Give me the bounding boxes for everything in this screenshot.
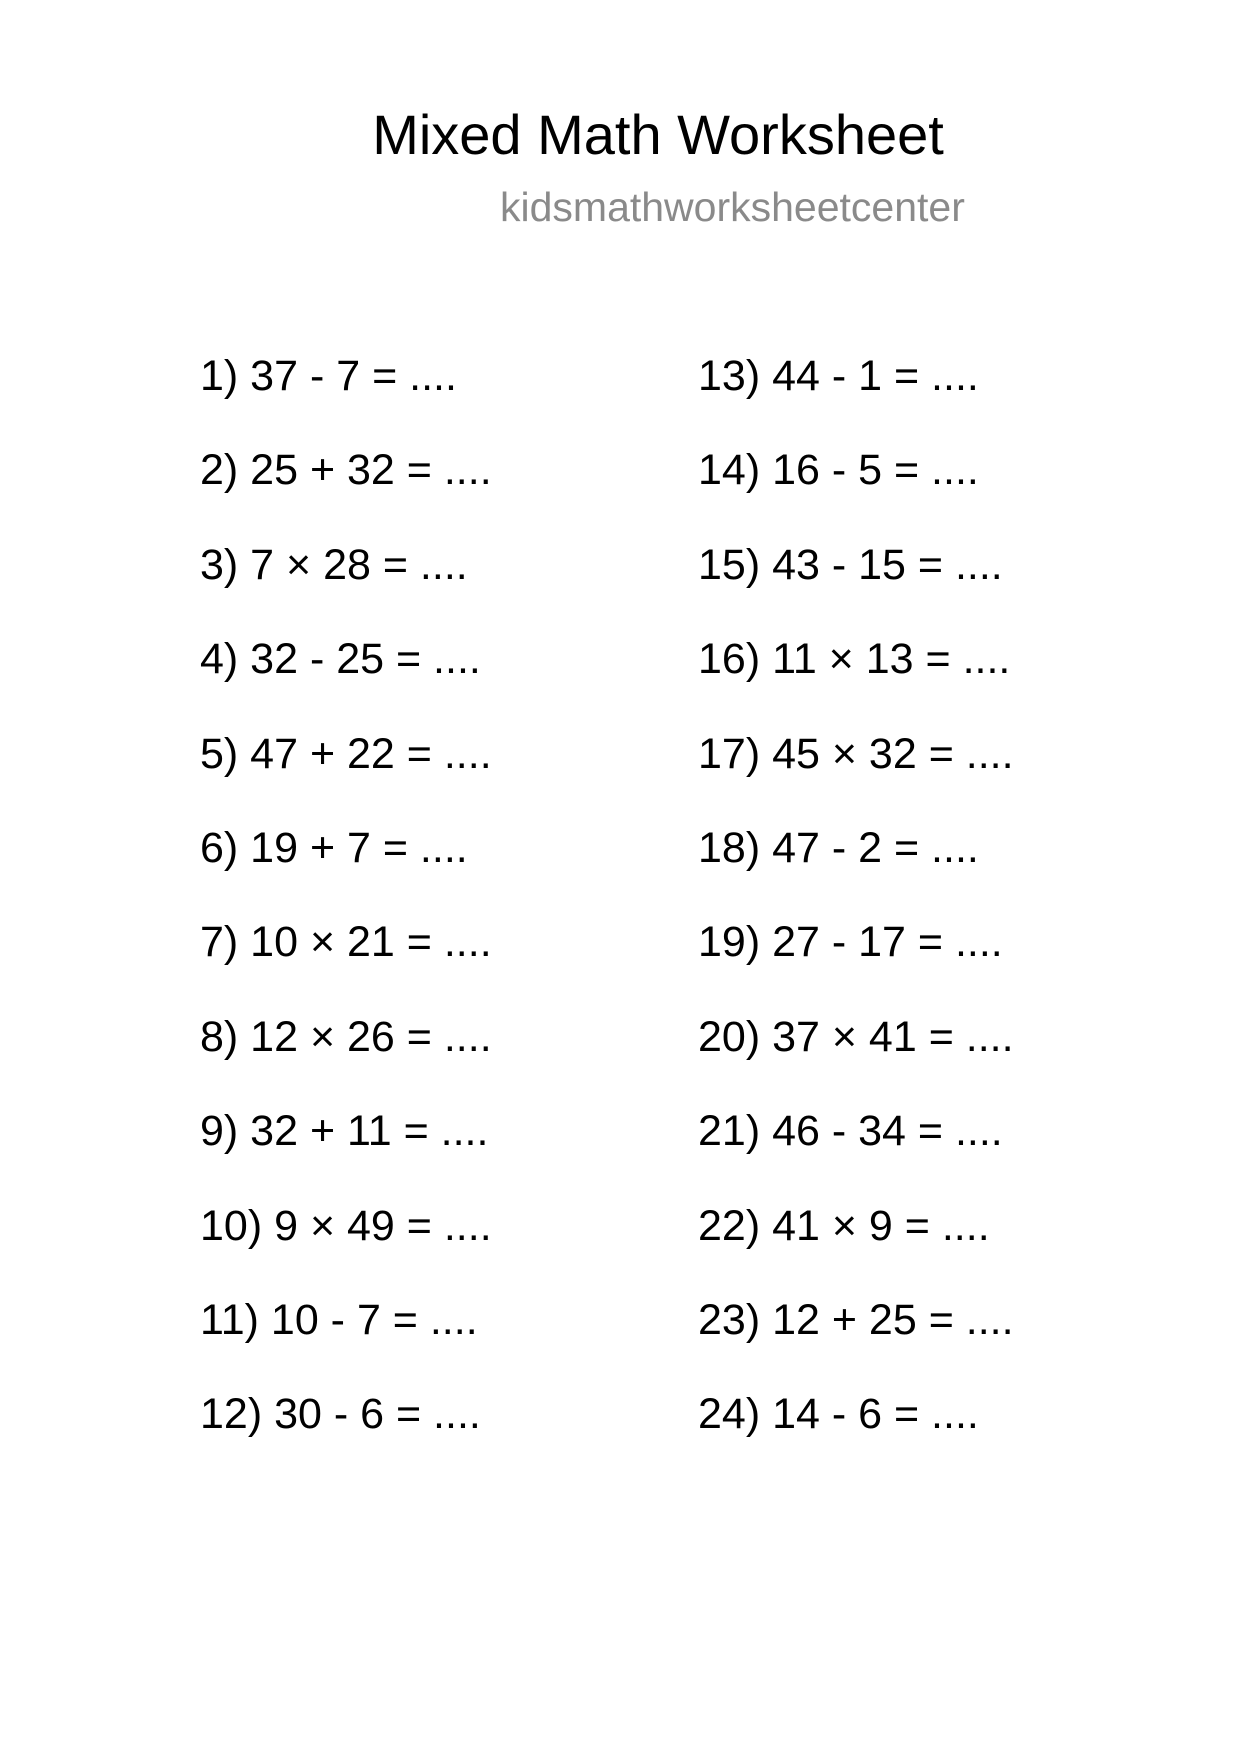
problem-20: 20) 37 × 41 = .... (698, 1012, 1014, 1061)
problem-10: 10) 9 × 49 = .... (200, 1201, 492, 1250)
problem-23: 23) 12 + 25 = .... (698, 1295, 1014, 1344)
problem-column-left (200, 352, 492, 1485)
problem-17: 17) 45 × 32 = .... (698, 729, 1014, 778)
problem-3: 3) 7 × 28 = .... (200, 540, 468, 589)
problem-19: 19) 27 - 17 = .... (698, 918, 1003, 967)
problem-16: 16) 11 × 13 = .... (698, 635, 1011, 684)
problem-5: 5) 47 + 22 = .... (200, 729, 492, 778)
problem-15: 15) 43 - 15 = .... (698, 540, 1003, 589)
site-name: kidsmathworksheetcenter (500, 184, 965, 230)
problem-14: 14) 16 - 5 = .... (698, 446, 979, 495)
problem-7: 7) 10 × 21 = .... (200, 918, 492, 967)
problem-9: 9) 32 + 11 = .... (200, 1107, 489, 1156)
problem-18: 18) 47 - 2 = .... (698, 823, 979, 872)
problem-22: 22) 41 × 9 = .... (698, 1201, 990, 1250)
problem-12: 12) 30 - 6 = .... (200, 1390, 481, 1439)
problem-24: 24) 14 - 6 = .... (698, 1390, 979, 1439)
page-title: Mixed Math Worksheet (372, 103, 944, 166)
problem-21: 21) 46 - 34 = .... (698, 1107, 1003, 1156)
problem-8: 8) 12 × 26 = .... (200, 1012, 492, 1061)
problem-4: 4) 32 - 25 = .... (200, 635, 481, 684)
problem-11: 11) 10 - 7 = .... (200, 1295, 478, 1344)
problem-2: 2) 25 + 32 = .... (200, 446, 492, 495)
problem-1: 1) 37 - 7 = .... (200, 352, 457, 400)
problem-6: 6) 19 + 7 = .... (200, 823, 468, 872)
problem-13: 13) 44 - 1 = .... (698, 352, 979, 400)
problem-column-right (698, 352, 1014, 1485)
